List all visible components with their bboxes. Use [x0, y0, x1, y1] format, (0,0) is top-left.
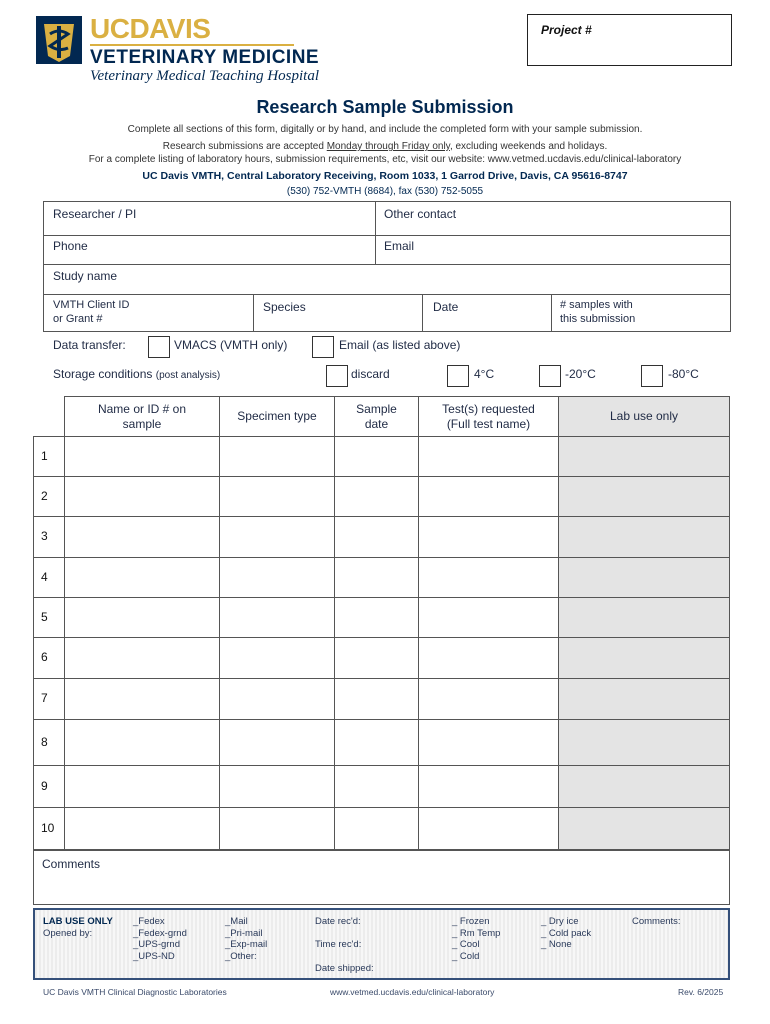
comments-field[interactable] — [33, 849, 730, 905]
col-header-name-text — [64, 402, 220, 432]
col-header-date-text — [334, 402, 419, 432]
specimen-type-cell[interactable] — [219, 719, 335, 766]
temp-option: _ Cool — [452, 939, 480, 950]
lab-use-title: LAB USE ONLY — [43, 916, 113, 927]
client-id-label-1: VMTH Client ID — [53, 299, 130, 311]
tests-requested-cell[interactable] — [418, 807, 559, 851]
researcher-label: Researcher / PI — [53, 207, 137, 221]
shipper-option: _UPS-ND — [133, 950, 175, 962]
sample-name-cell[interactable] — [64, 436, 220, 477]
lab-use-cell — [558, 765, 730, 808]
row-number: 5 — [41, 609, 48, 624]
data-transfer-label: Data transfer: — [53, 338, 126, 352]
client-id-label-2: or Grant # — [53, 313, 103, 325]
row-number-cell — [33, 765, 65, 808]
row-number: 1 — [41, 448, 48, 463]
col-header-lab-text: Lab use only — [609, 409, 679, 423]
temp-option: _ Frozen — [452, 916, 490, 927]
row-number-cell — [33, 719, 65, 766]
coolant-list — [541, 916, 591, 951]
specimen-type-cell[interactable] — [219, 678, 335, 720]
tests-requested-cell[interactable] — [418, 765, 559, 808]
specimen-type-cell[interactable] — [219, 557, 335, 598]
col-header-tests-line-1: Test(s) requested — [442, 402, 535, 416]
logo-rule — [90, 44, 294, 46]
lab-use-cell — [558, 516, 730, 558]
samples-count-label-1: # samples with — [560, 299, 633, 311]
sample-name-cell[interactable] — [64, 719, 220, 766]
intro-line-1: Complete all sections of this form, digitally or by hand, and include the completed form with your sample submission. — [127, 124, 643, 135]
coolant-option: _ Cold pack — [541, 927, 592, 939]
lab-use-cell — [558, 436, 730, 477]
row-number: 7 — [41, 691, 48, 705]
shipper-option: _Fedex — [133, 916, 165, 927]
row-number-cell — [33, 436, 65, 477]
storage-label-text: Storage conditions — [53, 367, 153, 381]
specimen-type-cell[interactable] — [219, 597, 335, 638]
lab-address: UC Davis VMTH, Central Laboratory Receiving, Room 1033, 1 Garrod Drive, Davis, CA 95616-8747 — [142, 170, 628, 182]
temp-option: _ Cold — [452, 950, 480, 962]
lab-use-cell — [558, 678, 730, 720]
row-number: 6 — [41, 650, 48, 664]
lab-phone: (530) 752-VMTH (8684), fax (530) 752-5055 — [286, 186, 484, 197]
sample-date-cell[interactable] — [334, 476, 419, 517]
row-number: 9 — [41, 778, 48, 793]
specimen-type-cell[interactable] — [219, 765, 335, 808]
col-header-name-line-2: sample — [122, 417, 162, 431]
mail-list — [225, 916, 267, 962]
col-header-specimen-text: Specimen type — [237, 409, 317, 423]
tests-requested-cell[interactable] — [418, 436, 559, 477]
tests-requested-cell[interactable] — [418, 476, 559, 517]
row-number: 4 — [41, 569, 48, 584]
sample-date-cell[interactable] — [334, 557, 419, 598]
tests-requested-cell[interactable] — [418, 637, 559, 679]
vmacs-checkbox[interactable] — [148, 336, 170, 358]
intro-line-2 — [0, 141, 770, 152]
col-header-tests-text — [418, 402, 559, 432]
study-name-field[interactable] — [43, 264, 731, 295]
logo-hospital-text: Veterinary Medical Teaching Hospital — [90, 68, 319, 84]
tests-requested-cell[interactable] — [418, 678, 559, 720]
tests-requested-cell[interactable] — [418, 719, 559, 766]
lab-use-cell — [558, 719, 730, 766]
logo-school-text: VETERINARY MEDICINE — [90, 47, 320, 68]
sample-date-cell[interactable] — [334, 719, 419, 766]
coolant-option: _ Dry ice — [541, 916, 579, 927]
mail-option: _Exp-mail — [225, 939, 268, 950]
temp-option: _ Rm Temp — [452, 927, 501, 939]
row-number-cell — [33, 476, 65, 517]
opened-by-label: Opened by: — [43, 928, 93, 939]
lab-use-cell — [558, 807, 730, 851]
lab-comments-label: Comments: — [632, 916, 681, 927]
col-header-tests-line-2: (Full test name) — [446, 417, 531, 431]
coolant-option: _ None — [541, 939, 572, 950]
footer-left: UC Davis VMTH Clinical Diagnostic Laboratories — [43, 987, 227, 997]
samples-count-label-2: this submission — [560, 313, 636, 325]
email-field[interactable] — [375, 235, 731, 265]
sample-date-cell[interactable] — [334, 436, 419, 477]
project-number-field[interactable] — [527, 14, 732, 66]
vmacs-label: VMACS (VMTH only) — [174, 338, 288, 352]
mail-option: _Pri-mail — [225, 927, 263, 939]
specimen-type-cell[interactable] — [219, 476, 335, 517]
footer-link[interactable]: www.vetmed.ucdavis.edu/clinical-laboratory — [330, 987, 495, 997]
minus80c-label: -80°C — [668, 367, 699, 381]
row-number: 3 — [41, 529, 48, 543]
mail-option: _Other: — [225, 950, 257, 962]
email-transfer-checkbox[interactable] — [312, 336, 334, 358]
specimen-type-cell[interactable] — [219, 807, 335, 851]
tests-requested-cell[interactable] — [418, 557, 559, 598]
time-recd-label: Time rec'd: — [315, 939, 362, 950]
temp-list — [452, 916, 500, 962]
minus80c-checkbox[interactable] — [641, 365, 663, 387]
sample-date-cell[interactable] — [334, 765, 419, 808]
date-label: Date — [433, 300, 459, 314]
date-shipped-label: Date shipped: — [315, 963, 374, 974]
specimen-type-cell[interactable] — [219, 637, 335, 679]
specimen-type-cell[interactable] — [219, 436, 335, 477]
tests-requested-cell[interactable] — [418, 597, 559, 638]
intro-line-3: For a complete listing of laboratory hours, submission requirements, etc, visit our website: www.vetmed.ucdavis.edu/clinical-laboratory — [88, 154, 682, 165]
discard-checkbox[interactable] — [326, 365, 348, 387]
col-header-date-line-2: date — [364, 417, 389, 431]
email-transfer-label: Email (as listed above) — [339, 338, 461, 352]
ucdavis-logo-mark — [36, 16, 82, 64]
minus20c-checkbox[interactable] — [539, 365, 561, 387]
row-number: 8 — [41, 734, 48, 749]
discard-label: discard — [351, 367, 390, 381]
lab-use-cell — [558, 597, 730, 638]
sample-date-cell[interactable] — [334, 516, 419, 558]
storage-label — [53, 367, 220, 381]
logo-ucdavis-text: UCDAVIS — [90, 13, 211, 44]
col-header-date-line-1: Sample — [356, 402, 397, 416]
minus20c-label: -20°C — [565, 367, 596, 381]
sample-name-cell[interactable] — [64, 516, 220, 558]
sample-name-cell[interactable] — [64, 597, 220, 638]
col-header-name-line-1: Name or ID # on — [97, 402, 187, 416]
lab-use-cell — [558, 476, 730, 517]
row-number-cell — [33, 557, 65, 598]
footer-revision: Rev. 6/2025 — [678, 987, 724, 997]
sample-name-cell[interactable] — [64, 476, 220, 517]
sample-date-cell[interactable] — [334, 597, 419, 638]
project-number-label: Project # — [541, 23, 592, 37]
4c-checkbox[interactable] — [447, 365, 469, 387]
sample-name-cell[interactable] — [64, 637, 220, 679]
client-id-label — [53, 298, 129, 326]
sample-date-cell[interactable] — [334, 807, 419, 851]
storage-note: (post analysis) — [155, 370, 221, 381]
row-number-cell — [33, 516, 65, 558]
row-number: 2 — [41, 488, 48, 503]
shipper-option: _UPS-grnd — [133, 939, 180, 950]
specimen-type-cell[interactable] — [219, 516, 335, 558]
lab-use-cell — [558, 637, 730, 679]
row-number-cell — [33, 637, 65, 679]
row-number-cell — [33, 597, 65, 638]
lab-use-cell — [558, 557, 730, 598]
intro-line-2-underline: Monday through Friday only — [326, 141, 450, 152]
sample-name-cell[interactable] — [64, 765, 220, 808]
shipper-option: _Fedex-grnd — [133, 927, 187, 939]
comments-label: Comments — [42, 857, 101, 871]
tests-requested-cell[interactable] — [418, 516, 559, 558]
shipper-list — [133, 916, 187, 962]
4c-label: 4°C — [474, 367, 495, 381]
row-number-cell — [33, 678, 65, 720]
page-title: Research Sample Submission — [256, 97, 514, 117]
sample-name-cell[interactable] — [64, 807, 220, 851]
intro-line-2-post: , excluding weekends and holidays. — [449, 141, 608, 152]
row-number: 10 — [41, 821, 55, 835]
sample-name-cell[interactable] — [64, 557, 220, 598]
samples-count-label — [560, 298, 635, 326]
email-label: Email — [384, 239, 415, 253]
other-contact-label: Other contact — [384, 207, 457, 221]
mail-option: _Mail — [225, 916, 248, 927]
study-name-label: Study name — [53, 269, 118, 283]
intro-line-2-pre: Research submissions are accepted — [162, 141, 327, 152]
sample-name-cell[interactable] — [64, 678, 220, 720]
sample-date-cell[interactable] — [334, 637, 419, 679]
phone-label: Phone — [53, 239, 88, 253]
species-label: Species — [263, 300, 306, 314]
sample-date-cell[interactable] — [334, 678, 419, 720]
date-recd-label: Date rec'd: — [315, 916, 361, 927]
